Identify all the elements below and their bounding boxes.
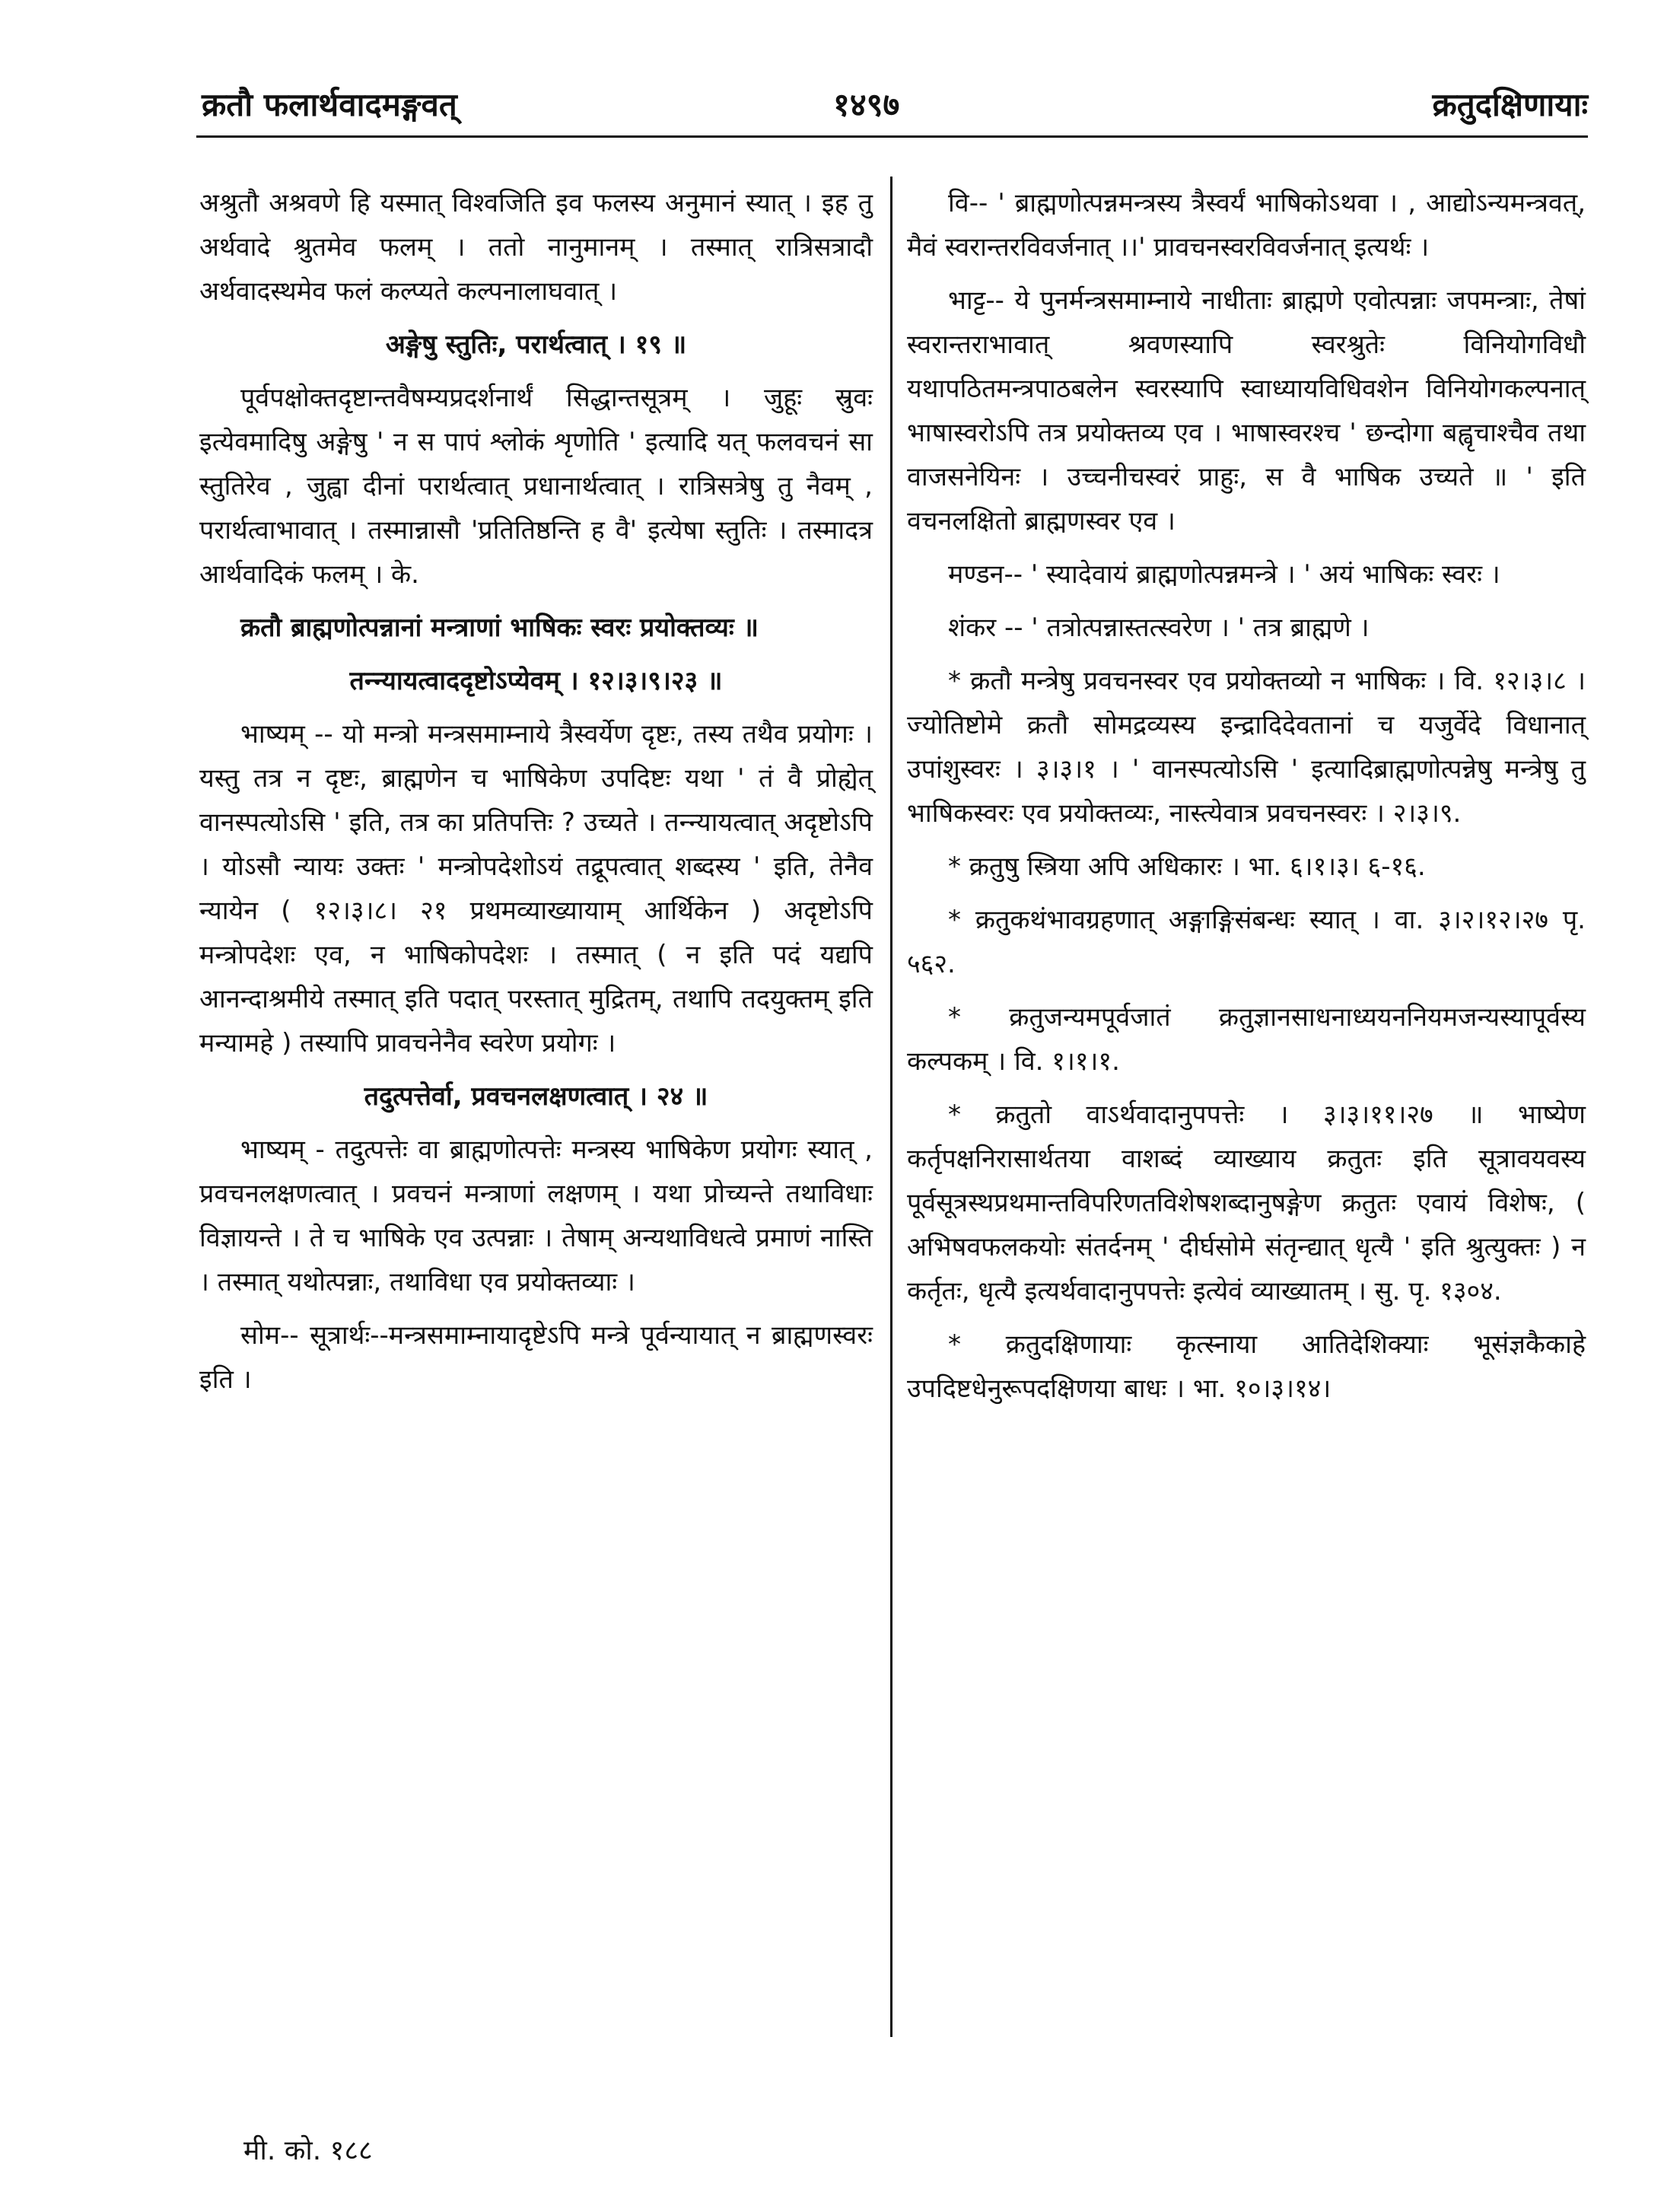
entry-paragraph: * क्रतुजन्यमपूर्वजातं क्रतुज्ञानसाधनाध्ययननियमजन्यस्यापूर्वस्य कल्पकम् । वि. १।१।१. <box>907 1002 1586 1077</box>
sutra-heading: तदुत्पत्तेर्वा, प्रवचनलक्षणत्वात् । २४ ॥ <box>364 1081 708 1112</box>
right-column <box>907 181 1586 1420</box>
entry-paragraph: * क्रतुदक्षिणायाः कृत्स्नाया आतिदेशिक्याः भूसंज्ञकैकाहे उपदिष्टधेनुरूपदक्षिणया बाधः । भा. १०।३।१४। <box>907 1329 1586 1404</box>
entry-paragraph: * क्रतुकथंभावग्रहणात् अङ्गाङ्गिसंबन्धः स्यात् । वा. ३।२।१२।२७ पृ. ५६२. <box>907 905 1586 979</box>
topic-heading: क्रतौ ब्राह्मणोत्पन्नानां मन्त्राणां भाषिकः स्वरः प्रयोक्तव्यः ॥ <box>240 613 759 643</box>
commentary-paragraph: वि-- ' ब्राह्मणोत्पन्नमन्त्रस्य त्रैस्वर्यं भाषिकोऽथवा । , आद्योऽन्यमन्त्रवत्, मैवं स्वरान्तरविवर्जनात् ।।' प्रावचनस्वरविवर्जनात् इत्यर्थः । <box>907 188 1586 263</box>
commentary-paragraph: मण्डन-- ' स्यादेवायं ब्राह्मणोत्पन्नमन्त्रे । ' अयं भाषिकः स्वरः । <box>948 559 1500 590</box>
left-column <box>199 181 873 1411</box>
entry-paragraph: * क्रतुषु स्त्रिया अपि अधिकारः । भा. ६।१।३। ६-१६. <box>948 851 1426 882</box>
entry-paragraph: * क्रतौ मन्त्रेषु प्रवचनस्वर एव प्रयोक्तव्यो न भाषिकः । वि. १२।३।८ । ज्योतिष्टोमे क्रतौ सोमद्रव्यस्य इन्द्रादिदेवतानां च यजुर्वेदे विधानात् उपांशुस्वरः । ३।३।१ । ' वानस्पत्योऽसि ' इत्यादिब्राह्मणोत्पन्नेषु मन्त्रेषु तु भाषिकस्वरः एव प्रयोक्तव्यः, नास्त्येवात्र प्रवचनस्वरः । २।३।९. <box>907 666 1586 829</box>
commentary-paragraph: सोम-- सूत्रार्थः--मन्त्रसमाम्नायादृष्टेऽपि मन्त्रे पूर्वन्यायात् न ब्राह्मणस्वरः इति । <box>199 1320 873 1395</box>
commentary-paragraph: शंकर -- ' तत्रोत्पन्नास्तत्स्वरेण । ' तत्र ब्राह्मणे । <box>948 613 1370 643</box>
footer-signature: मी. को. १८८ <box>243 2135 373 2166</box>
commentary-paragraph: भाष्यम् - तदुत्पत्तेः वा ब्राह्मणोत्पत्तेः मन्त्रस्य भाषिकेण प्रयोगः स्यात् , प्रवचनलक्षणत्वात् । प्रवचनं मन्त्राणां लक्षणम् । यथा प्रोच्यन्ते तथाविधाः विज्ञायन्ते । ते च भाषिके एव उत्पन्नाः । तेषाम् अन्यथाविधत्वे प्रमाणं नास्ति । तस्मात् यथोत्पन्नाः, तथाविधा एव प्रयोक्तव्याः । <box>199 1135 873 1297</box>
entry-paragraph: * क्रतुतो वाऽर्थवादानुपपत्तेः । ३।३।११।२७ ॥ भाष्येण कर्तृपक्षनिरासार्थतया वाशब्दं व्याख्याय क्रतुतः इति सूत्रावयवस्य पूर्वसूत्रस्थप्रथमान्तविपरिणतविशेषशब्दानुषङ्गेण क्रतुतः एवायं विशेषः, ( अभिषवफलकयोः संतर्दनम् ' दीर्घसोमे संतृन्द्यात् धृत्यै ' इति श्रुत्युक्तः ) न कर्तृतः, धृत्यै इत्यर्थवादानुपपत्तेः इत्येवं व्याख्यातम् । सु. पृ. १३०४. <box>907 1100 1586 1307</box>
sutra-heading: तन्न्यायत्वाददृष्टोऽप्येवम् । १२।३।९।२३ ॥ <box>349 666 723 696</box>
running-header-left: क्रतौ फलार्थवादमङ्गवत् <box>202 86 457 123</box>
header-rule <box>196 135 1588 138</box>
commentary-paragraph: भाष्यम् -- यो मन्त्रो मन्त्रसमाम्नाये त्रैस्वर्येण दृष्टः, तस्य तथैव प्रयोगः । यस्तु तत्र न दृष्टः, ब्राह्मणेन च भाषिकेण उपदिष्टः यथा ' तं वै प्रोह्येत् वानस्पत्योऽसि ' इति, तत्र का प्रतिपत्तिः ? उच्यते । तन्न्यायत्वात् अदृष्टोऽपि । योऽसौ न्यायः उक्तः ' मन्त्रोपदेशोऽयं तद्रूपत्वात् शब्दस्य ' इति, तेनैव न्यायेन ( १२।३।८। २१ प्रथमव्याख्यायाम् आर्थिकेन ) अदृष्टोऽपि मन्त्रोपदेशः एव, न भाषिकोपदेशः । तस्मात् ( न इति पदं यद्यपि आनन्दाश्रमीये तस्मात् इति पदात् परस्तात् मुद्रितम्, तथापि तदयुक्तम् इति मन्यामहे ) तस्यापि प्रावचनेनैव स्वरेण प्रयोगः । <box>199 719 873 1058</box>
sutra-heading: अङ्गेषु स्तुतिः, परार्थत्वात् । १९ ॥ <box>385 329 687 360</box>
column-divider <box>890 177 892 2037</box>
paragraph: अश्रुतौ अश्रवणे हि यस्मात् विश्वजिति इव फलस्य अनुमानं स्यात् । इह तु अर्थवादे श्रुतमेव फलम् । ततो नानुमानम् । तस्मात् रात्रिसत्रादौ अर्थवादस्थमेव फलं कल्प्यते कल्पनालाघवात् । <box>199 188 873 307</box>
running-header-right: क्रतुदक्षिणायाः <box>1432 86 1588 123</box>
paragraph: पूर्वपक्षोक्तदृष्टान्तवैषम्यप्रदर्शनार्थं सिद्धान्तसूत्रम् । जुहूः स्रुवः इत्येवमादिषु अङ्गेषु ' न स पापं श्लोकं शृणोति ' इत्यादि यत् फलवचनं सा स्तुतिरेव , जुह्वा दीनां परार्थत्वात् प्रधानार्थत्वात् । रात्रिसत्रेषु तु नैवम् , परार्थत्वाभावात् । तस्मान्नासौ 'प्रतितिष्ठन्ति ह वै' इत्येषा स्तुतिः । तस्मादत्र आर्थवादिकं फलम् । के. <box>199 383 873 590</box>
page-number: १४९७ <box>833 86 900 123</box>
commentary-paragraph: भाट्ट-- ये पुनर्मन्त्रसमाम्नाये नाधीताः ब्राह्मणे एवोत्पन्नाः जपमन्त्राः, तेषां स्वरान्तराभावात् श्रवणस्यापि स्वरश्रुतेः विनियोगविधौ यथापठितमन्त्रपाठबलेन स्वरस्यापि स्वाध्यायविधिवशेन विनियोगकल्पनात् भाषास्वरोऽपि तत्र प्रयोक्तव्य एव । भाषास्वरश्च ' छन्दोगा बह्वृचाश्चैव तथा वाजसनेयिनः । उच्चनीचस्वरं प्राहुः, स वै भाषिक उच्यते ॥ ' इति वचनलक्षितो ब्राह्मणस्वर एव । <box>907 285 1586 536</box>
